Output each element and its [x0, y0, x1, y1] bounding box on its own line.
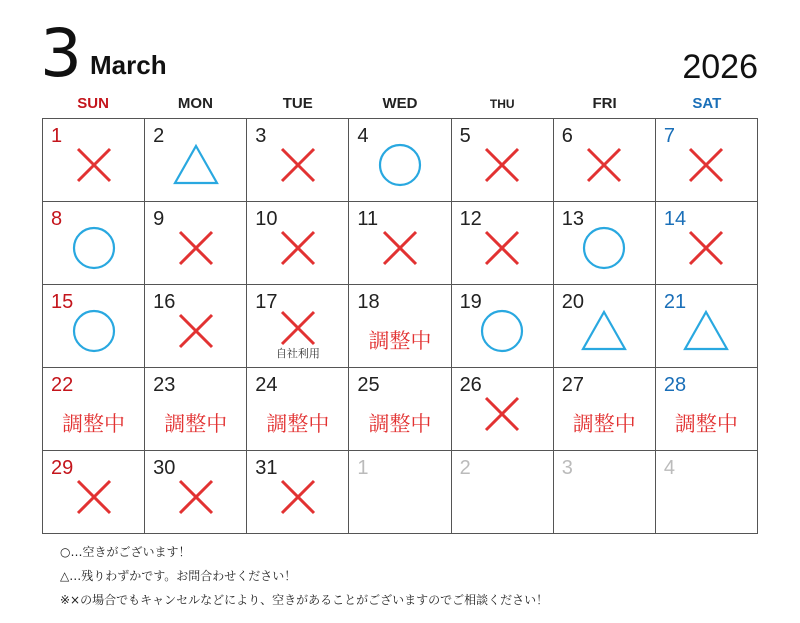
calendar-day: [349, 451, 451, 534]
calendar-day: [656, 451, 758, 534]
year: 2026: [682, 48, 758, 86]
day-number: 2: [153, 125, 165, 147]
calendar-day: [656, 285, 758, 368]
calendar-day: [554, 285, 656, 368]
calendar-day: [452, 119, 554, 202]
weekday-sat: SAT: [692, 95, 722, 112]
status-adjusting: 調整中: [572, 412, 636, 436]
calendar-day: [554, 368, 656, 451]
day-number: 13: [561, 208, 584, 230]
calendar-day: [554, 202, 656, 285]
day-number: 12: [459, 208, 482, 230]
legend-triangle: △…残りわずかです。お問合わせください！: [60, 569, 297, 583]
cross-icon: [580, 141, 628, 189]
legend-circle: ○…空きがございます！: [60, 545, 191, 559]
day-number: 14: [663, 208, 687, 230]
weekday-fri: FRI: [592, 95, 617, 112]
cross-icon: [478, 224, 526, 272]
calendar-day: [656, 202, 758, 285]
day-number: 6: [561, 125, 573, 147]
day-number: 29: [51, 457, 74, 479]
day-number: 16: [153, 291, 176, 313]
calendar-day: [349, 368, 451, 451]
triangle-icon: [172, 141, 220, 189]
calendar-day: [452, 368, 554, 451]
day-number: 4: [357, 125, 369, 147]
day-number: 9: [153, 208, 165, 230]
cross-icon: [172, 307, 220, 355]
day-number: 31: [255, 457, 278, 479]
cross-icon: [274, 224, 322, 272]
status-adjusting: 調整中: [62, 412, 126, 436]
month-name: March: [90, 50, 167, 80]
calendar-day: [452, 202, 554, 285]
calendar-day: [349, 202, 451, 285]
cross-icon: [172, 473, 220, 521]
calendar-day: [349, 119, 451, 202]
weekday-mon: MON: [177, 95, 213, 112]
day-number: 23: [153, 374, 176, 396]
calendar-day: [247, 368, 349, 451]
month-number: 3: [40, 15, 82, 92]
status-adjusting: 調整中: [164, 412, 228, 436]
day-note: 自社利用: [275, 347, 320, 360]
circle-icon: [70, 224, 118, 272]
day-number: 17: [255, 291, 278, 313]
day-number: 5: [459, 125, 471, 147]
day-number: 10: [255, 208, 278, 230]
weekday-tue: TUE: [282, 95, 313, 112]
cross-icon: [172, 224, 220, 272]
cross-icon: [70, 141, 118, 189]
day-number: 26: [459, 374, 482, 396]
calendar-day: [145, 119, 247, 202]
calendar-day: [247, 285, 349, 368]
day-number: 19: [459, 291, 482, 313]
day-number: 3: [255, 125, 267, 147]
calendar-day: [145, 285, 247, 368]
calendar-day: [452, 451, 554, 534]
day-number: 21: [663, 291, 687, 313]
day-number: 20: [561, 291, 584, 313]
cross-icon: [478, 390, 526, 438]
cross-icon: [478, 141, 526, 189]
day-number: 1: [51, 125, 63, 147]
circle-icon: [376, 141, 424, 189]
day-number: 1: [357, 457, 369, 479]
day-number: 24: [255, 374, 278, 396]
status-adjusting: 調整中: [368, 412, 432, 436]
day-number: 4: [663, 457, 675, 479]
day-number: 18: [357, 291, 380, 313]
triangle-icon: [580, 307, 628, 355]
day-number: 2: [459, 457, 471, 479]
calendar-day: [247, 451, 349, 534]
calendar-day: [43, 451, 145, 534]
weekday-wed: WED: [382, 95, 418, 112]
day-number: 22: [51, 374, 74, 396]
calendar-day: [247, 202, 349, 285]
cross-icon: [274, 141, 322, 189]
circle-icon: [478, 307, 526, 355]
day-number: 30: [153, 457, 176, 479]
circle-icon: [580, 224, 628, 272]
calendar-day: [145, 368, 247, 451]
calendar-day: [43, 119, 145, 202]
cross-icon: [274, 473, 322, 521]
calendar-day: [145, 451, 247, 534]
weekday-thu: THU: [489, 97, 515, 111]
day-number: 7: [663, 125, 675, 147]
calendar-day: [43, 202, 145, 285]
calendar-day: [43, 285, 145, 368]
weekday-sun: SUN: [77, 95, 109, 112]
day-number: 27: [561, 374, 584, 396]
status-adjusting: 調整中: [368, 329, 432, 353]
cross-icon: [70, 473, 118, 521]
triangle-icon: [682, 307, 730, 355]
legend: [60, 540, 548, 612]
day-number: 25: [357, 374, 380, 396]
calendar-day: [247, 119, 349, 202]
calendar-day: [656, 119, 758, 202]
calendar-day: [43, 368, 145, 451]
weekday-header: [42, 90, 758, 118]
day-number: 28: [663, 374, 687, 396]
calendar-day: [145, 202, 247, 285]
calendar-grid: [42, 118, 758, 534]
status-adjusting: 調整中: [674, 412, 738, 436]
day-number: 15: [51, 291, 74, 313]
calendar-day: [349, 285, 451, 368]
calendar-day: [452, 285, 554, 368]
legend-cross-note: ※×の場合でもキャンセルなどにより、空きがあることがございますのでご相談ください！: [60, 593, 549, 607]
circle-icon: [70, 307, 118, 355]
day-number: 3: [561, 457, 573, 479]
day-number: 11: [357, 208, 379, 230]
status-adjusting: 調整中: [266, 412, 330, 436]
cross-icon: [376, 224, 424, 272]
cross-icon: [682, 141, 730, 189]
calendar-day: [554, 119, 656, 202]
calendar-day: [554, 451, 656, 534]
day-number: 8: [51, 208, 63, 230]
calendar-day: [656, 368, 758, 451]
cross-icon: [682, 224, 730, 272]
